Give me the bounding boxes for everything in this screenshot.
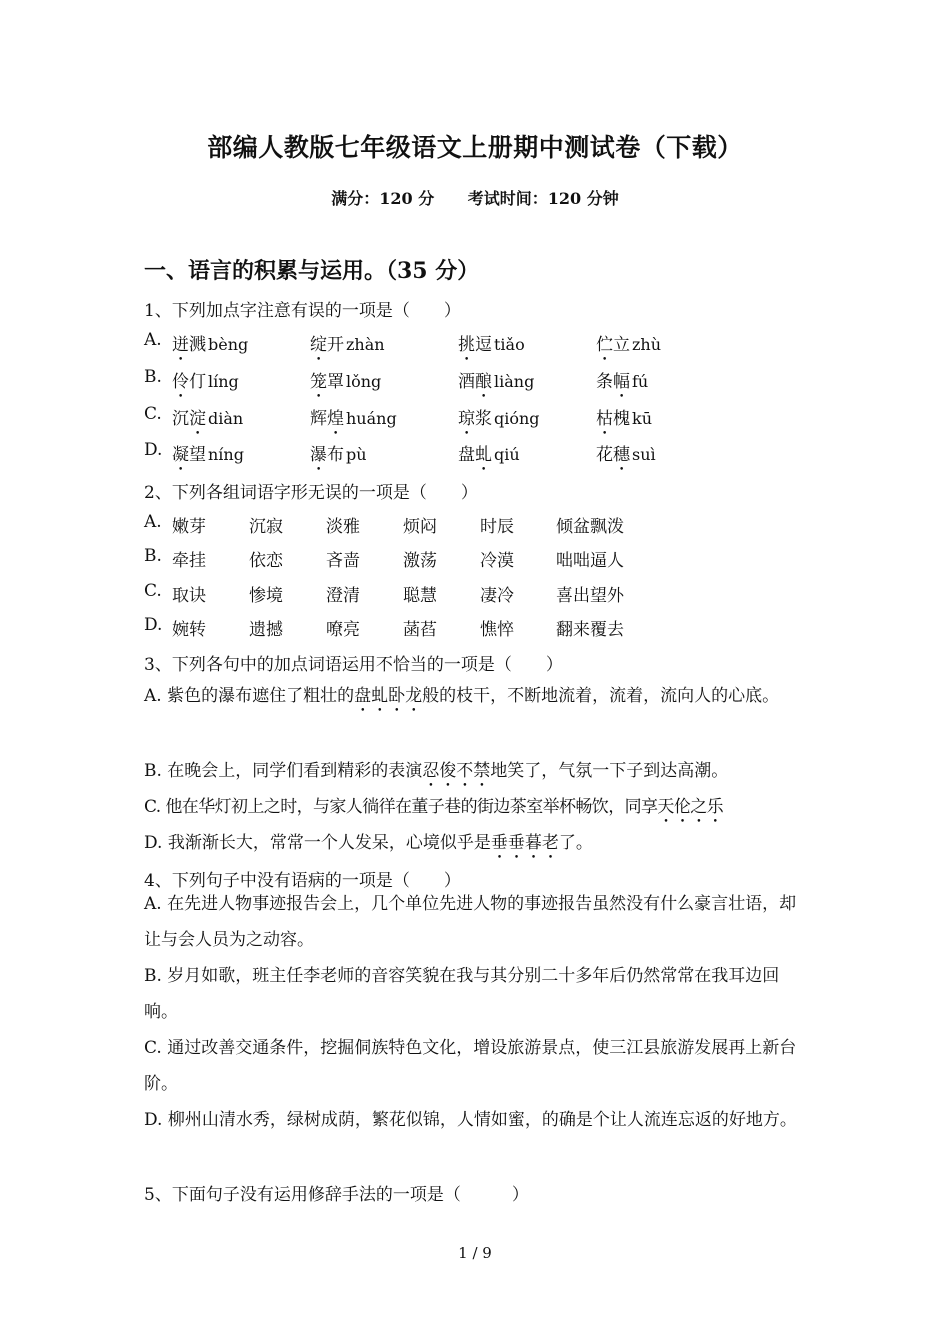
word-item: 惨境 [249, 586, 283, 606]
word-item: 遗撼 [249, 620, 283, 640]
word-item: 取诀 [172, 586, 206, 606]
question-3-option-a: A. 紫色的瀑布遮住了粗壮的盘虬卧龙般的枝干，不断地流着，流着，流向人的心底。 [144, 686, 780, 706]
pinyin: diàn [208, 409, 244, 428]
exam-info [0, 186, 950, 209]
dotted-char: 酿 [475, 372, 492, 392]
pinyin-item [172, 367, 239, 402]
dotted-char: 琼 [458, 409, 475, 429]
dotted-char: 淀 [189, 409, 206, 429]
word-item: 澄清 [326, 586, 360, 606]
question-2-stem: 2、下列各组词语字形无误的一项是（ ） [144, 483, 478, 503]
question-4-option-d: D. 柳州山清水秀，绿树成荫，繁花似锦，人情如蜜，的确是个让人流连忘返的好地方。 [144, 1110, 797, 1130]
pinyin: lǒng [346, 372, 382, 391]
char: 条 [596, 372, 613, 392]
word-item: 依恋 [249, 551, 283, 571]
option-label: A. [144, 512, 162, 532]
question-1-stem: 1、下列加点字注意有误的一项是（ ） [144, 301, 461, 321]
question-3-option-b: B. 在晚会上，同学们看到精彩的表演忍俊不禁地笑了，气氛一下子到达高潮。 [144, 761, 729, 781]
option-label: B. [144, 546, 162, 566]
char: 沉 [172, 409, 189, 429]
word-item: 翻来覆去 [556, 620, 624, 640]
question-4-stem: 4、下列句子中没有语病的一项是（ ） [144, 871, 461, 891]
pinyin: líng [208, 372, 239, 391]
pinyin: pù [346, 445, 367, 464]
dotted-char: 幅 [613, 372, 630, 392]
char: 望 [189, 445, 206, 465]
word-item: 激荡 [403, 551, 437, 571]
pinyin-item [458, 330, 525, 365]
word-item: 时辰 [480, 517, 514, 537]
dotted-char: 伶 [172, 372, 189, 392]
word-item: 喜出望外 [556, 586, 624, 606]
word-item: 嘹亮 [326, 620, 360, 640]
dotted-char: 挑 [458, 335, 475, 355]
char: 盘 [458, 445, 475, 465]
dotted-phrase: 垂垂暮老 [490, 833, 559, 853]
char: 布 [327, 445, 344, 465]
dotted-phrase: 忍俊不禁 [422, 761, 491, 781]
char: 酒 [458, 372, 475, 392]
question-4-option-c: C. 通过改善交通条件，挖掘侗族特色文化，增设旅游景点，使三江县旅游发展再上新台阶。 [144, 1038, 797, 1094]
pinyin: tiǎo [494, 335, 525, 354]
word-item: 吝啬 [326, 551, 360, 571]
word-item: 嫩芽 [172, 517, 206, 537]
page-title: 部编人教版七年级语文上册期中测试卷（下载） [207, 133, 743, 162]
char: 花 [596, 445, 613, 465]
word-item: 聪慧 [403, 586, 437, 606]
dotted-char: 穗 [613, 445, 630, 465]
word-item: 淡雅 [326, 517, 360, 537]
question-5-stem: 5、下面句子没有运用修辞手法的一项是（ ） [144, 1185, 529, 1205]
dotted-char: 伫 [596, 335, 613, 355]
page-number: 1 / 9 [458, 1244, 492, 1262]
word-item: 冷漠 [480, 551, 514, 571]
char: 开 [327, 335, 344, 355]
dotted-char: 瀑 [310, 445, 327, 465]
char: 罩 [327, 372, 344, 392]
option-label: B. [144, 367, 162, 387]
option-label: C. [144, 404, 162, 424]
pinyin-item [310, 404, 397, 439]
option-label: D. [144, 615, 163, 635]
question-3-option-d: D. 我渐渐长大，常常一个人发呆，心境似乎是垂垂暮老了。 [144, 833, 593, 853]
pinyin-item [172, 404, 243, 439]
pinyin: qiú [494, 445, 520, 464]
word-item: 烦闷 [403, 517, 437, 537]
question-4-option-a: A. 在先进人物事迹报告会上，几个单位先进人物的事迹报告虽然没有什么豪言壮语，却让与会人员为之动容。 [144, 894, 797, 950]
dotted-char: 虬 [475, 445, 492, 465]
char: 立 [613, 335, 630, 355]
word-item: 菡萏 [403, 620, 437, 640]
char: 浆 [475, 409, 492, 429]
full-score: 满分：120 分 [331, 189, 435, 208]
pinyin-item [596, 440, 656, 475]
pinyin-item [458, 367, 534, 402]
pinyin: kū [632, 409, 652, 428]
pinyin-item [310, 367, 381, 402]
pinyin-item [172, 330, 248, 365]
char: 槐 [613, 409, 630, 429]
dotted-phrase: 盘虬卧龙 [354, 686, 423, 706]
pinyin-item [458, 404, 540, 439]
pinyin-item [458, 440, 520, 475]
question-4-option-b: B. 岁月如歌，班主任李老师的音容笑貌在我与其分别二十多年后仍然常常在我耳边回响。 [144, 966, 780, 1022]
word-item: 倾盆飘泼 [556, 517, 624, 537]
char: 逗 [475, 335, 492, 355]
word-item: 憔悴 [480, 620, 514, 640]
pinyin: zhàn [346, 335, 385, 354]
char: 溅 [189, 335, 206, 355]
dotted-char: 笼 [310, 372, 327, 392]
word-item: 沉寂 [249, 517, 283, 537]
dotted-char: 枯 [596, 409, 613, 429]
pinyin-item [596, 367, 648, 402]
question-3-option-c: C. 他在华灯初上之时，与家人徜徉在董子巷的街边茶室举杯畅饮，同享天伦之乐 [144, 797, 724, 817]
pinyin-item [596, 404, 652, 439]
word-item: 凄冷 [480, 586, 514, 606]
pinyin-item [596, 330, 661, 365]
pinyin-item [172, 440, 244, 475]
option-label: D. [144, 440, 163, 460]
question-3-stem: 3、下列各句中的加点词语运用不恰当的一项是（ ） [144, 655, 563, 675]
pinyin: liàng [494, 372, 535, 391]
char: 仃 [189, 372, 206, 392]
dotted-phrase: 天伦之乐 [657, 797, 724, 817]
dotted-char: 凝 [172, 445, 189, 465]
pinyin-item [310, 330, 385, 365]
section-heading: 一、语言的积累与运用。（35 分） [144, 258, 480, 284]
pinyin: fú [632, 372, 649, 391]
dotted-char: 煌 [327, 409, 344, 429]
char: 辉 [310, 409, 327, 429]
dotted-char: 迸 [172, 335, 189, 355]
pinyin: níng [208, 445, 244, 464]
option-label: A. [144, 330, 162, 350]
exam-time: 考试时间：120 分钟 [467, 189, 619, 208]
word-item: 婉转 [172, 620, 206, 640]
word-item: 咄咄逼人 [556, 551, 624, 571]
pinyin: zhù [632, 335, 662, 354]
option-label: C. [144, 581, 162, 601]
pinyin: bèng [208, 335, 249, 354]
pinyin: suì [632, 445, 656, 464]
pinyin: qióng [494, 409, 540, 428]
dotted-char: 绽 [310, 335, 327, 355]
pinyin-item [310, 440, 367, 475]
word-item: 牵挂 [172, 551, 206, 571]
pinyin: huáng [346, 409, 397, 428]
